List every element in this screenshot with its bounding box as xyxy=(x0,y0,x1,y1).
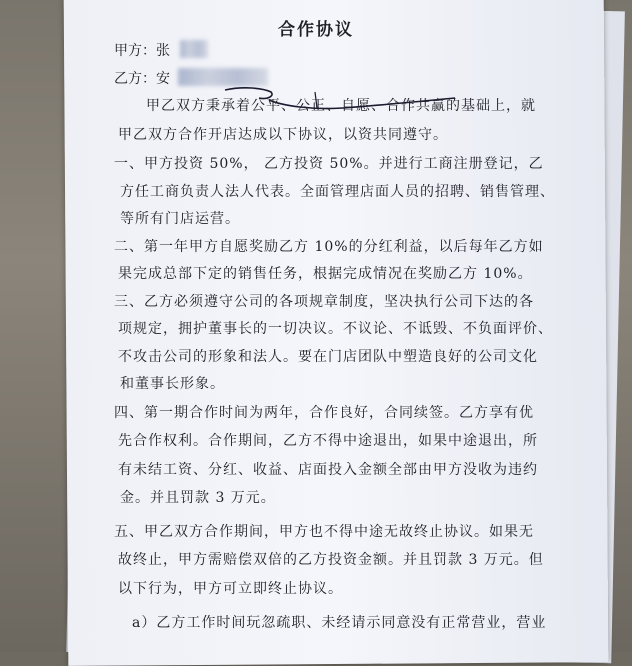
clause-line: 故终止，甲方需赔偿双倍的乙方投资金额。并且罚款 3 万元。但 xyxy=(118,552,544,568)
clause-line: 五、甲乙双方合作期间，甲方也不得中途无故终止协议。如果无 xyxy=(114,524,534,540)
clause-line: 一、甲方投资 50%， 乙方投资 50%。并进行工商注册登记，乙 xyxy=(114,156,544,172)
redaction-blur xyxy=(180,40,208,58)
clause-line: 不攻击公司的形象和法人。要在门店团队中塑造良好的公司文化 xyxy=(118,349,538,365)
clause-line: 等所有门店运营。 xyxy=(120,211,240,227)
clause-line: 果完成总部下定的销售任务，根据完成情况在奖励乙方 10%。 xyxy=(118,266,533,282)
clause-line: 方任工商负责人法人代表。全面管理店面人员的招聘、销售管理、 xyxy=(120,184,555,200)
clause-line: a）乙方工作时间玩忽疏职、未经请示同意没有正常营业，营业 xyxy=(132,615,547,631)
clause-line: 项规定，拥护董事长的一切决议。不议论、不诋毁、不负面评价、 xyxy=(118,321,553,337)
clause-line: 二、第一年甲方自愿奖励乙方 10%的分红利益，以后每年乙方如 xyxy=(114,239,544,255)
clause-line: 三、乙方必须遵守公司的各项规章制度，坚决执行公司下达的各 xyxy=(114,294,534,310)
party-a-label: 甲方：张 xyxy=(114,43,170,59)
party-b-label: 乙方：安 xyxy=(114,71,170,87)
clause-line: 四、第一期合作时间为两年，合作良好，合同续签。乙方享有优 xyxy=(114,405,534,421)
clause-line: 以下行为，甲方可立即终止协议。 xyxy=(118,581,343,597)
clause-line: 有未结工资、分红、收益、店面投入金额全部由甲方没收为违约 xyxy=(118,462,538,478)
clause-line: 金。并且罚款 3 万元。 xyxy=(120,490,276,506)
clause-line: 甲乙双方秉承着公平、公正、自愿、合作共赢的基础上，就 xyxy=(146,98,536,114)
clause-line: 和董事长形象。 xyxy=(120,376,225,392)
clause-line: 甲乙双方合作开店达成以下协议，以资共同遵守。 xyxy=(118,127,448,143)
document-title: 合作协议 xyxy=(278,20,354,40)
clause-line: 先合作权利。合作期间，乙方不得中途退出，如果中途退出，所 xyxy=(118,433,538,449)
redaction-blur xyxy=(178,68,268,86)
